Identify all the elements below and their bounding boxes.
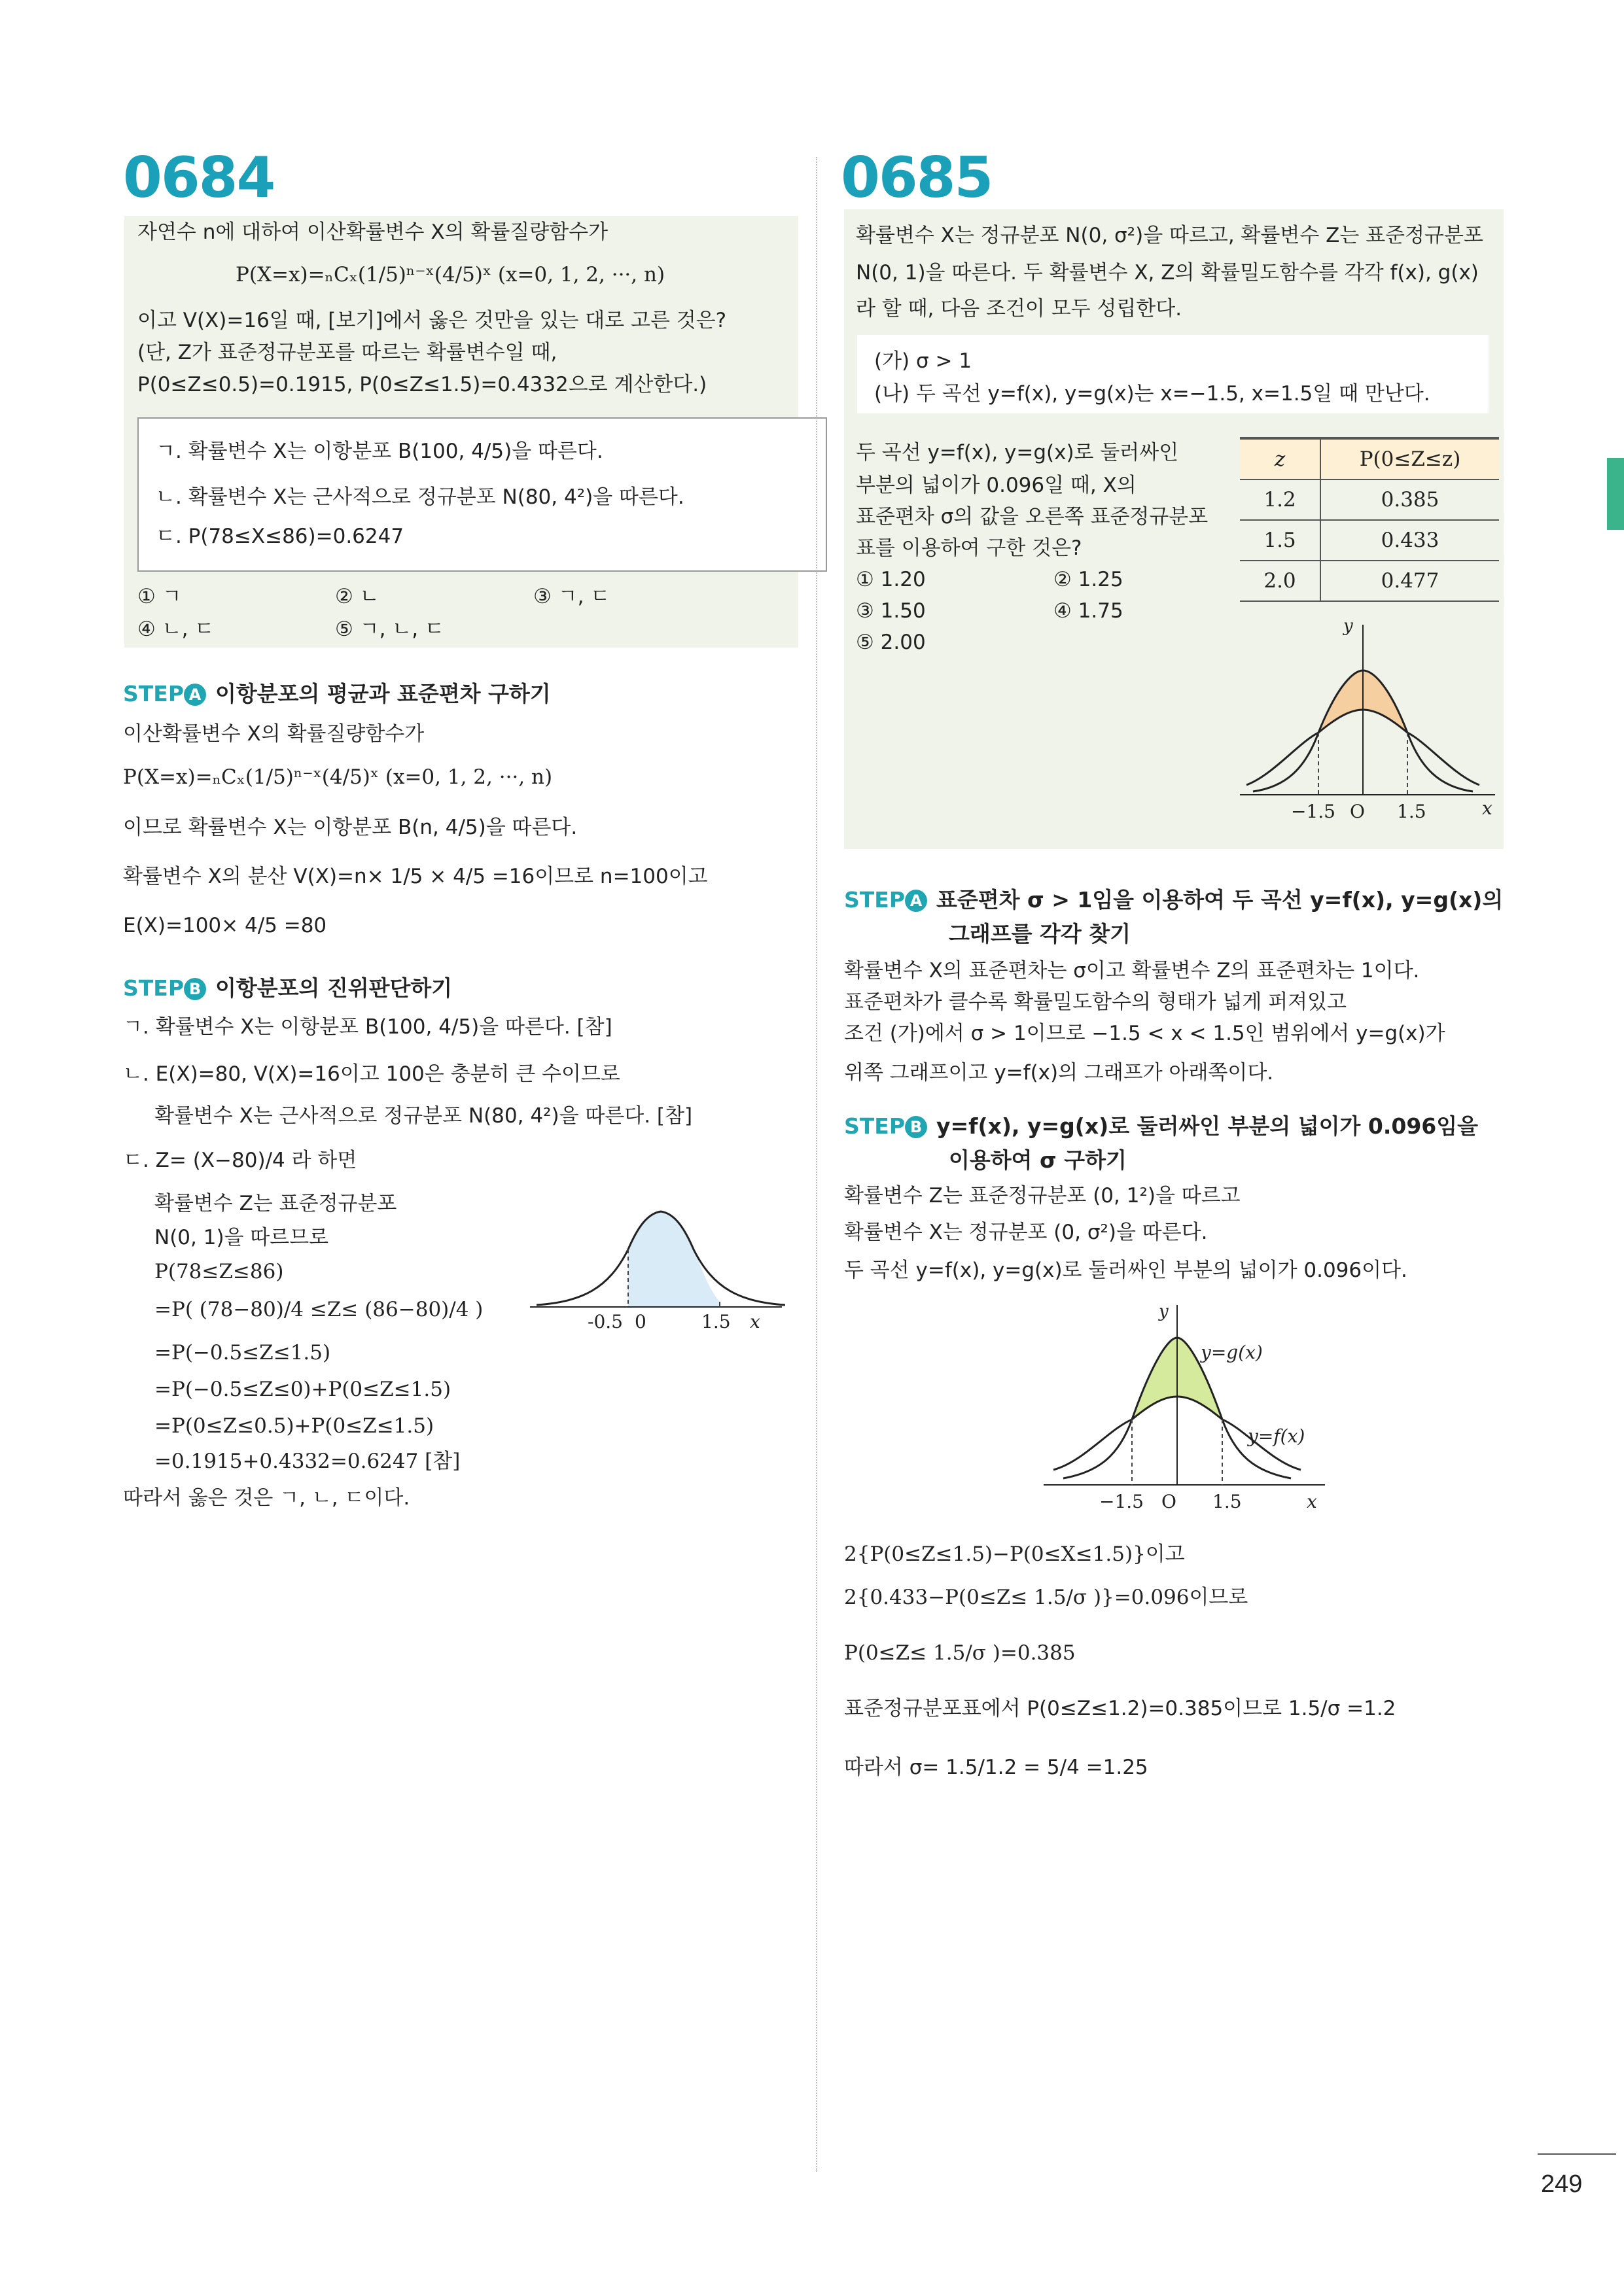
graph-label: 1.5 (1212, 1491, 1242, 1512)
graph-label: y (1159, 1302, 1169, 1321)
step-title: 이항분포의 평균과 표준편차 구하기 (215, 681, 551, 706)
two-curves-graph-solution (1037, 1298, 1345, 1514)
step-b-header (123, 971, 452, 1002)
solution-formula: P(0≤Z≤ 1.5/σ )=0.385 (844, 1641, 1076, 1665)
graph-label: x (750, 1311, 760, 1332)
graph-label: x (1482, 797, 1492, 819)
choice[interactable]: ⑤ ㄱ, ㄴ, ㄷ (335, 617, 444, 641)
step-title: y=f(x), y=g(x)로 둘러싸인 부분의 넓이가 0.096임을 (936, 1113, 1478, 1139)
solution-formula: P(78≤Z≤86) (154, 1260, 284, 1283)
graph-label: 1.5 (1397, 801, 1426, 822)
solution-formula: =0.1915+0.4332=0.6247 [참] (154, 1450, 461, 1473)
solution-line: 따라서 옳은 것은 ㄱ, ㄴ, ㄷ이다. (123, 1486, 410, 1510)
step-title: 표준편차 σ > 1임을 이용하여 두 곡선 y=f(x), y=g(x)의 (936, 887, 1504, 913)
question-line: 이고 V(X)=16일 때, [보기]에서 옳은 것만을 있는 대로 고른 것은? (137, 309, 727, 332)
question-line: (단, Z가 표준정규분포를 따르는 확률변수일 때, (137, 341, 557, 364)
solution-line: 확률변수 Z는 표준정규분포 (154, 1192, 397, 1215)
question-line: N(0, 1)을 따른다. 두 확률변수 X, Z의 확률밀도함수를 각각 f(x), g(x) (856, 261, 1479, 285)
graph-label: x (1307, 1491, 1317, 1512)
table-header: P(0≤Z≤z) (1320, 438, 1499, 479)
normal-curve-graph-left (530, 1197, 785, 1341)
solution-line: N(0, 1)을 따르므로 (154, 1226, 329, 1249)
solution-line: 따라서 σ= 1.5/1.2 = 5/4 =1.25 (844, 1756, 1148, 1779)
question-line: P(0≤Z≤0.5)=0.1915, P(0≤Z≤1.5)=0.4332으로 계산한다.) (137, 373, 707, 396)
step-letter-badge: B (905, 1116, 927, 1138)
choice[interactable]: ① 1.20 (856, 568, 926, 591)
page-number-rule (1538, 2153, 1616, 2155)
graph-label: y=g(x) (1201, 1342, 1263, 1363)
step-tag: STEP (123, 975, 185, 1001)
step-letter-badge: A (184, 684, 206, 706)
solution-line: 확률변수 X는 정규분포 (0, σ²)을 따른다. (844, 1221, 1208, 1244)
graph-label: y (1343, 616, 1353, 636)
choice[interactable]: ② 1.25 (1053, 568, 1123, 591)
step-b-header (844, 1109, 1478, 1140)
graph-label: O (1161, 1491, 1176, 1512)
table-cell: 0.477 (1320, 561, 1499, 601)
choice[interactable]: ④ ㄴ, ㄷ (137, 617, 215, 641)
graph-label: 0 (635, 1311, 646, 1332)
solution-formula: =P( (78−80)/4 ≤Z≤ (86−80)/4 ) (154, 1298, 484, 1321)
solution-line: 확률변수 X의 분산 V(X)=n× 1/5 × 4/5 =16이므로 n=100이고 (123, 865, 708, 888)
column-divider (816, 157, 817, 2172)
solution-line: 두 곡선 y=f(x), y=g(x)로 둘러싸인 부분의 넓이가 0.096이다. (844, 1259, 1407, 1282)
step-title-line2: 그래프를 각각 찾기 (949, 921, 1131, 947)
condition-item: (가) σ > 1 (874, 349, 972, 373)
standard-normal-table (1240, 437, 1499, 602)
graph-label: y=f(x) (1248, 1425, 1305, 1447)
step-a-header (123, 677, 551, 708)
step-title-line2: 이용하여 σ 구하기 (949, 1147, 1127, 1173)
step-title: 이항분포의 진위판단하기 (215, 975, 453, 1001)
solution-formula: =P(−0.5≤Z≤0)+P(0≤Z≤1.5) (154, 1378, 451, 1401)
solution-line: 확률변수 X는 근사적으로 정규분포 N(80, 4²)을 따른다. [참] (154, 1104, 693, 1128)
step-tag: STEP (844, 1113, 906, 1139)
solution-line: 조건 (가)에서 σ > 1이므로 −1.5 < x < 1.5인 범위에서 y=g(x)가 (844, 1022, 1445, 1045)
bogi-item: ㄷ. P(78≤X≤86)=0.6247 (156, 525, 404, 548)
table-header: z (1240, 438, 1320, 479)
graph-label: −1.5 (1291, 801, 1335, 822)
problem-number-0684: 0684 (123, 145, 275, 211)
two-curves-graph-question (1233, 612, 1502, 827)
solution-line: 표준정규분포표에서 P(0≤Z≤1.2)=0.385이므로 1.5/σ =1.2 (844, 1697, 1396, 1720)
solution-line: 이므로 확률변수 X는 이항분포 B(n, 4/5)을 따른다. (123, 816, 578, 839)
solution-line: ㄱ. 확률변수 X는 이항분포 B(100, 4/5)을 따른다. [참] (123, 1015, 612, 1039)
solution-formula: 2{0.433−P(0≤Z≤ 1.5/σ )}=0.096이므로 (844, 1586, 1248, 1609)
solution-formula: P(X=x)=ₙCₓ(1/5)ⁿ⁻ˣ(4/5)ˣ (x=0, 1, 2, ···, n) (123, 765, 553, 789)
question-line: 표준편차 σ의 값을 오른쪽 표준정규분포 (856, 505, 1209, 529)
choice[interactable]: ④ 1.75 (1053, 599, 1123, 623)
solution-line: 확률변수 Z는 표준정규분포 (0, 1²)을 따르고 (844, 1184, 1241, 1208)
bogi-item: ㄴ. 확률변수 X는 근사적으로 정규분포 N(80, 4²)을 따른다. (156, 485, 684, 509)
table-cell: 0.385 (1320, 479, 1499, 520)
step-tag: STEP (123, 681, 185, 706)
graph-label: 1.5 (701, 1311, 731, 1332)
graph-label: −1.5 (1099, 1491, 1144, 1512)
question-line: 표를 이용하여 구한 것은? (856, 536, 1082, 560)
solution-line: 이산확률변수 X의 확률질량함수가 (123, 722, 425, 746)
choice[interactable]: ③ 1.50 (856, 599, 926, 623)
question-line: 자연수 n에 대하여 이산확률변수 X의 확률질량함수가 (137, 220, 609, 244)
solution-formula: =P(−0.5≤Z≤1.5) (154, 1341, 331, 1365)
step-tag: STEP (844, 887, 906, 913)
solution-line: 위쪽 그래프이고 y=f(x)의 그래프가 아래쪽이다. (844, 1061, 1274, 1085)
question-line: 라 할 때, 다음 조건이 모두 성립한다. (856, 297, 1182, 321)
solution-line: 확률변수 X의 표준편차는 σ이고 확률변수 Z의 표준편차는 1이다. (844, 959, 1420, 983)
choice[interactable]: ① ㄱ (137, 585, 182, 608)
chapter-tab-marker (1607, 458, 1624, 530)
graph-label: O (1350, 801, 1365, 822)
choice[interactable]: ③ ㄱ, ㄷ (533, 585, 610, 608)
step-a-header (844, 883, 1503, 914)
choice[interactable]: ② ㄴ (335, 585, 380, 608)
solution-line: ㄷ. Z= (X−80)/4 라 하면 (123, 1149, 357, 1172)
step-letter-badge: A (905, 890, 927, 912)
solution-line: 표준편차가 클수록 확률밀도함수의 형태가 넓게 퍼져있고 (844, 990, 1347, 1014)
problem-number-0685: 0685 (841, 145, 993, 211)
page-number: 249 (1541, 2170, 1583, 2198)
table-cell: 2.0 (1240, 561, 1320, 601)
question-formula: P(X=x)=ₙCₓ(1/5)ⁿ⁻ˣ(4/5)ˣ (x=0, 1, 2, ···, n) (236, 263, 665, 287)
solution-line: E(X)=100× 4/5 =80 (123, 914, 327, 937)
table-cell: 1.2 (1240, 479, 1320, 520)
solution-formula: 2{P(0≤Z≤1.5)−P(0≤X≤1.5)}이고 (844, 1542, 1185, 1566)
table-cell: 0.433 (1320, 520, 1499, 561)
choice[interactable]: ⑤ 2.00 (856, 631, 926, 654)
graph-label: -0.5 (588, 1311, 623, 1332)
solution-formula: =P(0≤Z≤0.5)+P(0≤Z≤1.5) (154, 1414, 434, 1438)
question-line: 확률변수 X는 정규분포 N(0, σ²)을 따르고, 확률변수 Z는 표준정규분포 (856, 224, 1483, 247)
step-letter-badge: B (184, 978, 206, 1000)
condition-item: (나) 두 곡선 y=f(x), y=g(x)는 x=−1.5, x=1.5일 때 만난다. (874, 382, 1430, 406)
table-cell: 1.5 (1240, 520, 1320, 561)
question-line: 두 곡선 y=f(x), y=g(x)로 둘러싸인 (856, 441, 1179, 464)
question-line: 부분의 넓이가 0.096일 때, X의 (856, 474, 1137, 497)
bogi-item: ㄱ. 확률변수 X는 이항분포 B(100, 4/5)을 따른다. (156, 440, 603, 463)
solution-line: ㄴ. E(X)=80, V(X)=16이고 100은 충분히 큰 수이므로 (123, 1062, 620, 1086)
